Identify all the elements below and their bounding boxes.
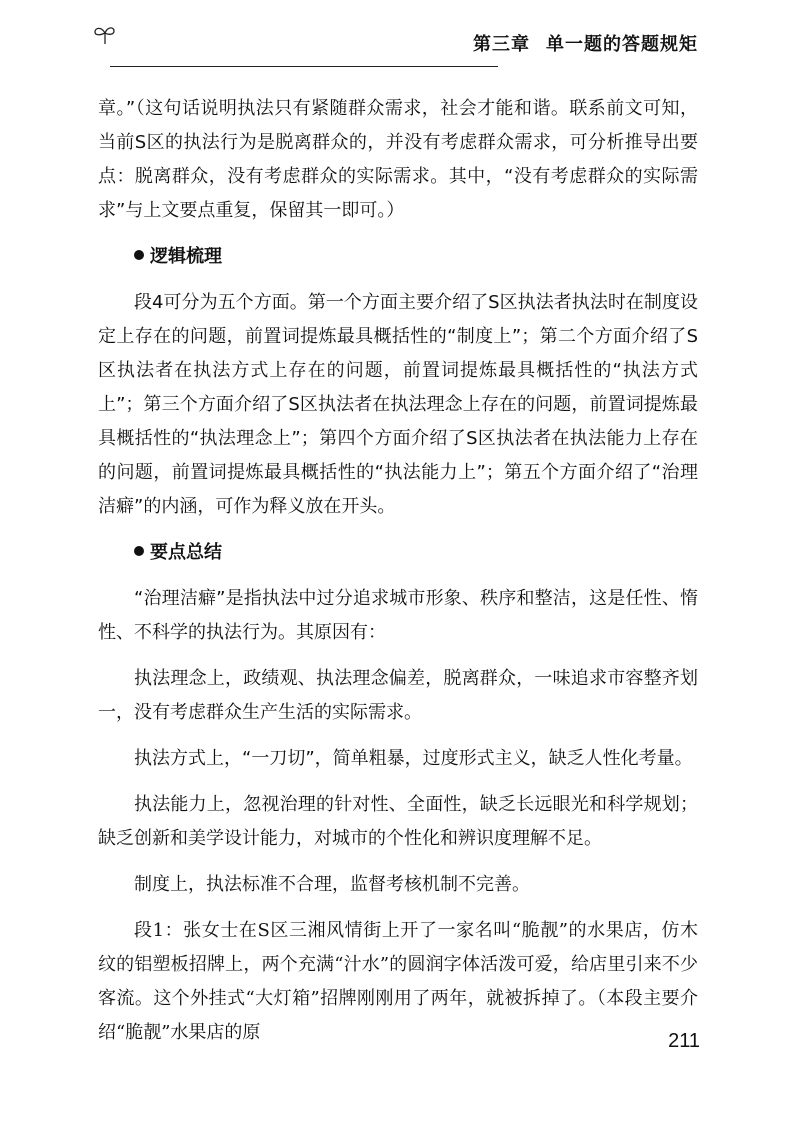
section-heading-summary xyxy=(98,536,698,570)
header-rule xyxy=(110,66,498,67)
chapter-name: 单一题的答题规矩 xyxy=(546,34,698,55)
page-header xyxy=(92,22,698,56)
section-heading-logic xyxy=(98,240,698,274)
paragraph-case-1: 段1：张女士在S区三湘风情街上开了一家名叫“脆靓”的水果店，仿木纹的铝塑板招牌上，两个充满“汁水”的圆润字体活泼可爱，给店里引来不少客流。这个外挂式“大灯箱”招牌刚刚用了两年，就被拆掉了。（本段主要介绍“脆靓”水果店的原 xyxy=(98,920,698,1043)
paragraph-logic: 段4可分为五个方面。第一个方面主要介绍了S区执法者执法时在制度设定上存在的问题，前置词提炼最具概括性的“制度上”；第二个方面介绍了S区执法者在执法方式上存在的问题，前置词提炼最具概括性的“执法方式上”；第三个方面介绍了S区执法者在执法理念上存在的问题，前置词提炼最具概括性的“执法理念上”；第四个方面介绍了S区执法者在执法能力上存在的问题，前置词提炼最具概括性的“执法能力上”；第五个方面介绍了“治理洁癖”的内涵，可作为释义放在开头。 xyxy=(98,292,698,517)
paragraph-summary-concept: 执法理念上，政绩观、执法理念偏差，脱离群众，一味追求市容整齐划一，没有考虑群众生产生活的实际需求。 xyxy=(98,668,698,723)
paragraph-summary-system: 制度上，执法标准不合理，监督考核机制不完善。 xyxy=(134,874,530,895)
heading-summary-label: 要点总结 xyxy=(150,542,222,563)
page-number: 211 xyxy=(668,1030,700,1052)
chapter-label: 第三章 xyxy=(473,34,530,55)
sprout-icon xyxy=(92,22,118,48)
paragraph-summary-method: 执法方式上，“一刀切”，简单粗暴，过度形式主义，缺乏人性化考量。 xyxy=(134,748,693,769)
paragraph-continued: 章。”（这句话说明执法只有紧随群众需求，社会才能和谐。联系前文可知，当前S区的执法行为是脱离群众的，并没有考虑群众需求，可分析推导出要点：脱离群众，没有考虑群众的实际需求。其中，“没有考虑群众的实际需求”与上文要点重复，保留其一即可。） xyxy=(98,98,698,221)
paragraph-summary-definition: “治理洁癖”是指执法中过分追求城市形象、秩序和整洁，这是任性、惰性、不科学的执法行为。其原因有： xyxy=(98,588,698,643)
page-body xyxy=(98,92,698,1062)
bullet-icon xyxy=(134,250,144,260)
chapter-title xyxy=(473,30,698,56)
heading-logic-label: 逻辑梳理 xyxy=(150,246,222,267)
paragraph-summary-ability: 执法能力上，忽视治理的针对性、全面性，缺乏长远眼光和科学规划；缺乏创新和美学设计能力，对城市的个性化和辨识度理解不足。 xyxy=(98,794,698,849)
bullet-icon xyxy=(134,546,144,556)
